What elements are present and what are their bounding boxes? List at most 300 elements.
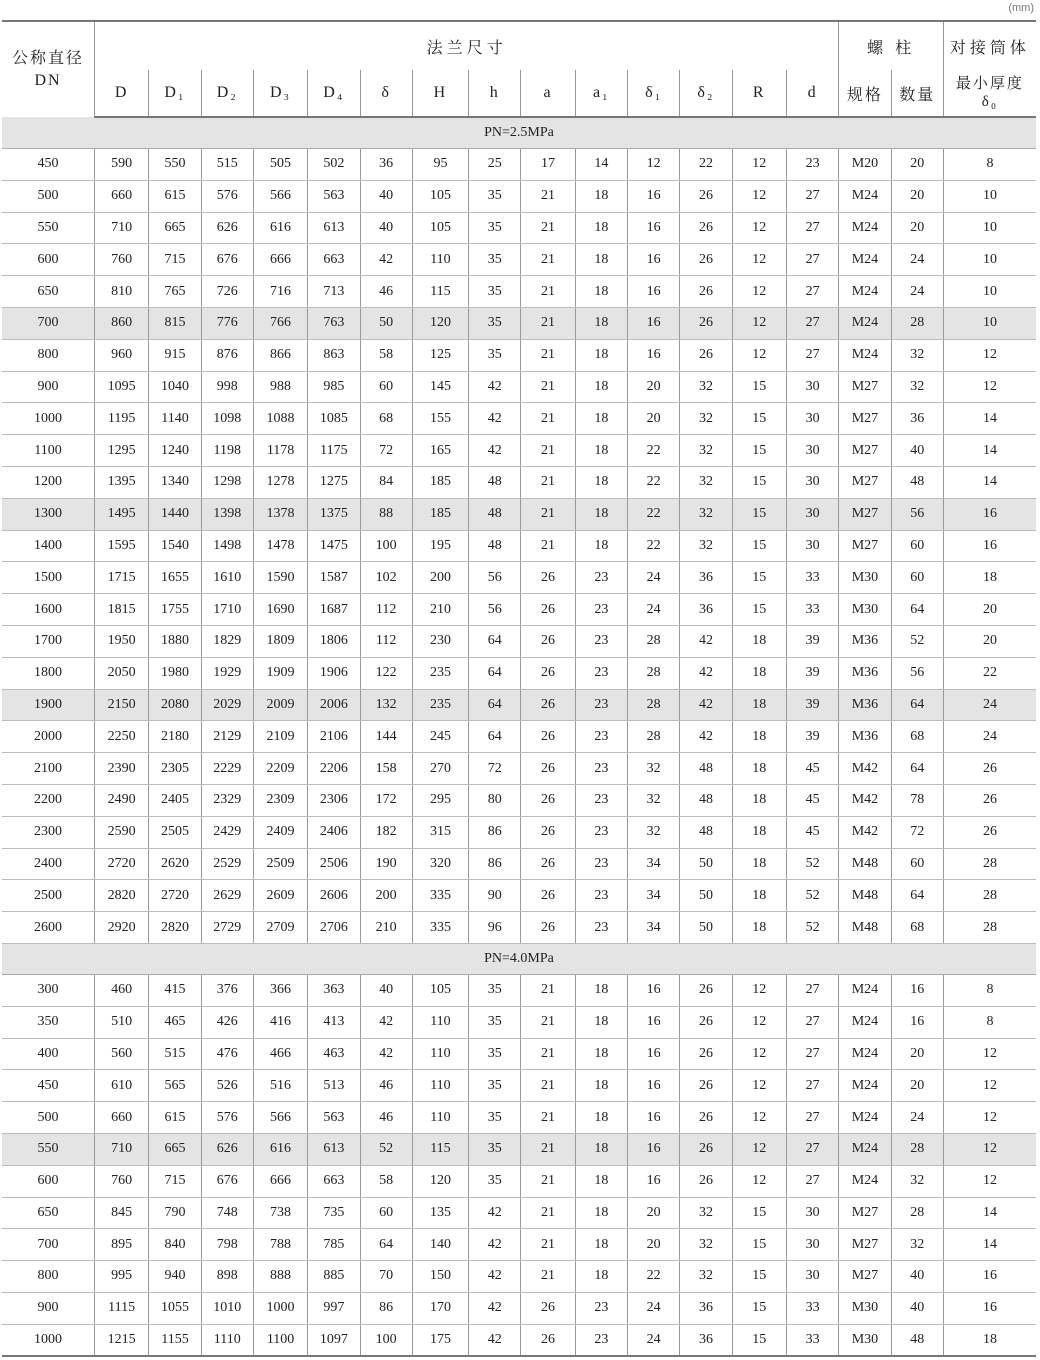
table-cell: 12 [732, 339, 786, 371]
table-cell: 2200 [2, 784, 95, 816]
table-cell: M30 [839, 1324, 891, 1356]
table-cell: 23 [575, 562, 627, 594]
column-header: H [412, 70, 468, 117]
table-cell: 16 [891, 974, 943, 1006]
table-cell: 60 [891, 848, 943, 880]
table-cell: 18 [575, 276, 627, 308]
table-cell: 1395 [95, 466, 149, 498]
table-cell: 27 [786, 1006, 838, 1038]
table-cell: 576 [201, 1102, 253, 1134]
table-cell: 64 [469, 689, 521, 721]
table-cell: 64 [469, 721, 521, 753]
table-cell: 566 [253, 1102, 307, 1134]
table-cell: 45 [786, 784, 838, 816]
table-cell: 60 [891, 562, 943, 594]
table-cell: M42 [839, 753, 891, 785]
table-cell: 21 [521, 974, 575, 1006]
table-cell: 10 [943, 212, 1036, 244]
table-cell: 20 [891, 149, 943, 181]
table-cell: 18 [575, 212, 627, 244]
table-cell: 115 [412, 276, 468, 308]
table-cell: 1155 [149, 1324, 201, 1356]
table-cell: 26 [521, 880, 575, 912]
table-cell: 26 [943, 784, 1036, 816]
table-cell: M48 [839, 912, 891, 944]
table-cell: 1478 [253, 530, 307, 562]
table-cell: 1595 [95, 530, 149, 562]
table-cell: 2429 [201, 816, 253, 848]
table-cell: 35 [469, 1070, 521, 1102]
table-cell: 42 [680, 625, 732, 657]
table-cell: 16 [628, 244, 680, 276]
table-cell: 17 [521, 149, 575, 181]
table-cell: 12 [943, 371, 1036, 403]
table-cell: 335 [412, 880, 468, 912]
table-cell: 30 [786, 371, 838, 403]
table-cell: 665 [149, 212, 201, 244]
table-cell: 665 [149, 1133, 201, 1165]
table-cell: 120 [412, 307, 468, 339]
table-cell: 18 [575, 1006, 627, 1038]
table-cell: 30 [786, 403, 838, 435]
table-cell: 32 [680, 1197, 732, 1229]
table-cell: 42 [360, 1006, 412, 1038]
table-cell: 18 [732, 657, 786, 689]
column-header: D₄ [308, 70, 360, 117]
table-cell: M24 [839, 244, 891, 276]
table-cell: 16 [628, 180, 680, 212]
table-cell: 888 [253, 1261, 307, 1293]
dn-header [2, 21, 95, 117]
table-cell: 626 [201, 1133, 253, 1165]
table-cell: 23 [575, 594, 627, 626]
table-cell: M27 [839, 498, 891, 530]
table-cell: 25 [469, 149, 521, 181]
table-cell: 26 [521, 625, 575, 657]
unit-label: (mm) [1008, 2, 1034, 14]
table-cell: 22 [680, 149, 732, 181]
table-cell: 300 [2, 974, 95, 1006]
table-cell: 26 [521, 1324, 575, 1356]
table-cell: 12 [943, 339, 1036, 371]
table-cell: 21 [521, 1006, 575, 1038]
table-cell: 27 [786, 974, 838, 1006]
table-cell: 58 [360, 1165, 412, 1197]
table-cell: 14 [943, 403, 1036, 435]
table-cell: 785 [308, 1229, 360, 1261]
table-cell: 845 [95, 1197, 149, 1229]
table-cell: 2490 [95, 784, 149, 816]
table-cell: 42 [469, 1324, 521, 1356]
table-cell: 42 [469, 1292, 521, 1324]
table-cell: 1140 [149, 403, 201, 435]
table-cell: 46 [360, 1070, 412, 1102]
table-cell: 35 [469, 1102, 521, 1134]
table-cell: 16 [943, 1292, 1036, 1324]
table-cell: M24 [839, 1038, 891, 1070]
table-cell: 18 [732, 625, 786, 657]
table-cell: 50 [680, 880, 732, 912]
table-body [2, 117, 1036, 1356]
table-cell: 2920 [95, 912, 149, 944]
table-cell: 2390 [95, 753, 149, 785]
table-cell: 28 [943, 912, 1036, 944]
table-cell: 2209 [253, 753, 307, 785]
table-cell: 28 [891, 1133, 943, 1165]
table-cell: 10 [943, 244, 1036, 276]
table-cell: 84 [360, 466, 412, 498]
table-cell: 26 [680, 1133, 732, 1165]
table-row [2, 594, 1036, 626]
table-cell: 376 [201, 974, 253, 1006]
table-cell: 863 [308, 339, 360, 371]
column-header: δ₂ [680, 70, 732, 117]
table-cell: 710 [95, 1133, 149, 1165]
table-cell: 615 [149, 1102, 201, 1134]
table-cell: 510 [95, 1006, 149, 1038]
table-cell: 42 [469, 435, 521, 467]
table-cell: 20 [943, 594, 1036, 626]
flange-dimension-table [2, 20, 1036, 1357]
table-cell: 12 [943, 1070, 1036, 1102]
table-cell: 21 [521, 403, 575, 435]
table-cell: 12 [628, 149, 680, 181]
table-cell: 898 [201, 1261, 253, 1293]
table-cell: 64 [891, 689, 943, 721]
table-cell: 140 [412, 1229, 468, 1261]
table-cell: 760 [95, 1165, 149, 1197]
table-cell: 1215 [95, 1324, 149, 1356]
table-row [2, 339, 1036, 371]
table-cell: 52 [786, 912, 838, 944]
table-cell: 12 [732, 1006, 786, 1038]
table-cell: 2180 [149, 721, 201, 753]
table-cell: 16 [628, 276, 680, 308]
table-cell: 1655 [149, 562, 201, 594]
table-row [2, 149, 1036, 181]
table-cell: 18 [575, 466, 627, 498]
table-cell: 32 [680, 435, 732, 467]
table-cell: 122 [360, 657, 412, 689]
table-cell: M24 [839, 307, 891, 339]
table-cell: 22 [628, 530, 680, 562]
table-cell: 27 [786, 276, 838, 308]
table-cell: 48 [469, 498, 521, 530]
bolt-header: 螺 柱 [839, 21, 944, 70]
table-cell: 12 [943, 1038, 1036, 1070]
table-cell: 997 [308, 1292, 360, 1324]
table-cell: 26 [943, 753, 1036, 785]
table-cell: 18 [732, 753, 786, 785]
table-cell: 1475 [308, 530, 360, 562]
table-cell: 18 [575, 1197, 627, 1229]
table-cell: 1398 [201, 498, 253, 530]
table-cell: 760 [95, 244, 149, 276]
table-cell: 42 [360, 244, 412, 276]
table-row [2, 912, 1036, 944]
table-cell: 27 [786, 1102, 838, 1134]
table-cell: M24 [839, 276, 891, 308]
table-cell: 32 [680, 403, 732, 435]
table-cell: 30 [786, 498, 838, 530]
table-row [2, 466, 1036, 498]
table-cell: 30 [786, 1197, 838, 1229]
table-cell: 60 [360, 371, 412, 403]
table-cell: 663 [308, 244, 360, 276]
table-cell: 24 [891, 276, 943, 308]
table-cell: 20 [628, 371, 680, 403]
table-cell: 763 [308, 307, 360, 339]
table-cell: 2206 [308, 753, 360, 785]
table-cell: 18 [575, 1102, 627, 1134]
table-cell: 58 [360, 339, 412, 371]
table-cell: 1340 [149, 466, 201, 498]
table-row [2, 1070, 1036, 1102]
table-cell: 15 [732, 562, 786, 594]
table-cell: 748 [201, 1197, 253, 1229]
table-cell: 190 [360, 848, 412, 880]
table-cell: 2300 [2, 816, 95, 848]
table-cell: 23 [786, 149, 838, 181]
table-cell: 600 [2, 1165, 95, 1197]
table-cell: 26 [521, 721, 575, 753]
table-cell: 26 [521, 753, 575, 785]
table-cell: 550 [2, 212, 95, 244]
table-cell: 42 [680, 689, 732, 721]
table-cell: M24 [839, 1165, 891, 1197]
table-cell: 14 [943, 1229, 1036, 1261]
table-row [2, 625, 1036, 657]
table-cell: 716 [253, 276, 307, 308]
table-cell: 23 [575, 625, 627, 657]
table-cell: 1829 [201, 625, 253, 657]
column-header: a [521, 70, 575, 117]
table-cell: 16 [628, 307, 680, 339]
table-cell: 2606 [308, 880, 360, 912]
table-cell: 48 [680, 816, 732, 848]
table-cell: 23 [575, 753, 627, 785]
table-cell: 23 [575, 657, 627, 689]
table-cell: 170 [412, 1292, 468, 1324]
table-cell: 102 [360, 562, 412, 594]
table-cell: 1378 [253, 498, 307, 530]
table-cell: 26 [680, 180, 732, 212]
column-header: R [732, 70, 786, 117]
table-cell: 416 [253, 1006, 307, 1038]
table-cell: 16 [891, 1006, 943, 1038]
table-cell: 100 [360, 530, 412, 562]
table-cell: 22 [943, 657, 1036, 689]
table-cell: 613 [308, 212, 360, 244]
table-cell: 840 [149, 1229, 201, 1261]
table-cell: 26 [521, 1292, 575, 1324]
table-cell: 32 [628, 816, 680, 848]
table-cell: 1300 [2, 498, 95, 530]
table-cell: 12 [732, 974, 786, 1006]
table-cell: 42 [680, 657, 732, 689]
table-cell: 2590 [95, 816, 149, 848]
table-cell: 132 [360, 689, 412, 721]
table-cell: 960 [95, 339, 149, 371]
table-cell: 12 [732, 212, 786, 244]
table-cell: 48 [891, 466, 943, 498]
table-cell: 2409 [253, 816, 307, 848]
section-title: PN=2.5MPa [2, 117, 1036, 149]
table-cell: 885 [308, 1261, 360, 1293]
section-header-row [2, 943, 1036, 974]
table-cell: 23 [575, 848, 627, 880]
table-cell: 21 [521, 276, 575, 308]
table-cell: 2620 [149, 848, 201, 880]
table-cell: 36 [680, 1292, 732, 1324]
table-cell: 110 [412, 244, 468, 276]
table-cell: 710 [95, 212, 149, 244]
table-cell: 270 [412, 753, 468, 785]
table-cell: 2229 [201, 753, 253, 785]
table-cell: 12 [732, 1165, 786, 1197]
table-cell: 516 [253, 1070, 307, 1102]
table-cell: 2729 [201, 912, 253, 944]
table-cell: 1115 [95, 1292, 149, 1324]
table-cell: 45 [786, 753, 838, 785]
table-cell: 42 [680, 721, 732, 753]
table-cell: 90 [469, 880, 521, 912]
table-cell: 415 [149, 974, 201, 1006]
table-cell: 50 [680, 848, 732, 880]
table-cell: 465 [149, 1006, 201, 1038]
table-cell: M27 [839, 1197, 891, 1229]
table-cell: 28 [891, 307, 943, 339]
table-cell: 26 [680, 974, 732, 1006]
table-cell: 1198 [201, 435, 253, 467]
table-cell: 1980 [149, 657, 201, 689]
column-header: a₁ [575, 70, 627, 117]
table-cell: 350 [2, 1006, 95, 1038]
table-cell: 2529 [201, 848, 253, 880]
table-cell: 18 [943, 1324, 1036, 1356]
table-cell: 46 [360, 276, 412, 308]
table-cell: 576 [201, 180, 253, 212]
table-cell: 320 [412, 848, 468, 880]
table-cell: 150 [412, 1261, 468, 1293]
table-cell: 35 [469, 212, 521, 244]
table-cell: 112 [360, 594, 412, 626]
table-cell: 16 [628, 1165, 680, 1197]
table-cell: M27 [839, 1229, 891, 1261]
table-cell: M27 [839, 435, 891, 467]
table-cell: 1298 [201, 466, 253, 498]
table-cell: 32 [891, 339, 943, 371]
table-cell: 1755 [149, 594, 201, 626]
table-cell: 26 [680, 1165, 732, 1197]
table-cell: 563 [308, 1102, 360, 1134]
table-cell: 776 [201, 307, 253, 339]
section-title: PN=4.0MPa [2, 943, 1036, 974]
table-cell: 1440 [149, 498, 201, 530]
table-cell: 21 [521, 1102, 575, 1134]
table-cell: 24 [943, 689, 1036, 721]
table-cell: 18 [575, 371, 627, 403]
table-cell: 26 [680, 212, 732, 244]
table-cell: M24 [839, 1102, 891, 1134]
table-cell: 18 [575, 1165, 627, 1197]
table-cell: 86 [360, 1292, 412, 1324]
table-row [2, 1102, 1036, 1134]
table-cell: 28 [628, 689, 680, 721]
table-cell: 1540 [149, 530, 201, 562]
table-cell: 16 [943, 530, 1036, 562]
table-row [2, 1292, 1036, 1324]
table-cell: 16 [628, 1102, 680, 1134]
table-cell: 39 [786, 721, 838, 753]
table-cell: 515 [201, 149, 253, 181]
table-cell: 8 [943, 1006, 1036, 1038]
table-row [2, 562, 1036, 594]
table-cell: 39 [786, 625, 838, 657]
table-cell: 14 [943, 1197, 1036, 1229]
table-cell: 18 [732, 721, 786, 753]
table-cell: 32 [891, 1165, 943, 1197]
table-cell: 2006 [308, 689, 360, 721]
table-cell: 21 [521, 244, 575, 276]
table-cell: 590 [95, 149, 149, 181]
table-cell: 20 [943, 625, 1036, 657]
table-row [2, 1324, 1036, 1356]
table-cell: 64 [469, 657, 521, 689]
table-cell: 95 [412, 149, 468, 181]
table-cell: 1100 [2, 435, 95, 467]
table-cell: 12 [943, 1133, 1036, 1165]
table-cell: 295 [412, 784, 468, 816]
table-cell: 15 [732, 403, 786, 435]
table-cell: 36 [891, 403, 943, 435]
table-cell: 48 [680, 753, 732, 785]
table-cell: 245 [412, 721, 468, 753]
table-cell: M27 [839, 403, 891, 435]
table-cell: 12 [732, 244, 786, 276]
table-cell: 40 [360, 212, 412, 244]
bolt-spec-header: 规格 [839, 70, 891, 117]
table-cell: 42 [469, 371, 521, 403]
table-cell: 1495 [95, 498, 149, 530]
table-cell: 18 [575, 1261, 627, 1293]
table-cell: 18 [732, 816, 786, 848]
table-cell: 16 [628, 974, 680, 1006]
table-cell: 1950 [95, 625, 149, 657]
table-cell: 15 [732, 1292, 786, 1324]
table-cell: 1275 [308, 466, 360, 498]
table-cell: 2309 [253, 784, 307, 816]
table-cell: 35 [469, 1038, 521, 1070]
table-cell: 2609 [253, 880, 307, 912]
table-cell: 1906 [308, 657, 360, 689]
table-cell: 34 [628, 848, 680, 880]
table-cell: 18 [575, 180, 627, 212]
table-cell: 15 [732, 1197, 786, 1229]
table-cell: 20 [628, 403, 680, 435]
table-cell: 50 [680, 912, 732, 944]
table-cell: 21 [521, 1038, 575, 1070]
table-cell: 1098 [201, 403, 253, 435]
table-cell: 35 [469, 180, 521, 212]
table-cell: 16 [628, 339, 680, 371]
table-cell: 26 [521, 784, 575, 816]
table-cell: 165 [412, 435, 468, 467]
table-cell: 788 [253, 1229, 307, 1261]
table-cell: 30 [786, 466, 838, 498]
table-cell: 86 [469, 848, 521, 880]
table-cell: 18 [575, 1229, 627, 1261]
